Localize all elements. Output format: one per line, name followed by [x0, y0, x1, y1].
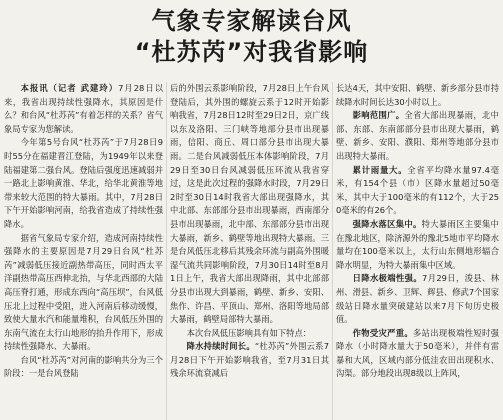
paragraph-text: 7月28日以来，我省出现持续性强降水，其原因是什么？和台风“杜苏芮”有着怎样的关系？省气象局专家为您解读。	[4, 83, 163, 134]
column-divider	[332, 82, 333, 420]
subheading: 强降水落区集中。	[352, 218, 422, 229]
article-paragraph	[336, 327, 499, 381]
byline: 本报讯（记者 武建玲）	[20, 83, 119, 93]
article-paragraph: 今年第5号台风“杜苏芮”于7月28日9时55分在福建晋江登陆，为1949年以来登陆福建第二强台风。登陆后强度迅速减弱并一路北上影响黄淮、华北，给华北黄淮等地带来较大范围的特大暴雨。其中，7月28日下午开始影响河南，给我省造成了持续性强降水。	[4, 137, 163, 229]
paragraph-text: 全省大部出现暴雨，北中部、东部、东南部部分县市出现大暴雨，鹤壁、新乡、安阳、濮阳、郑州等地部分县市出现特大暴雨。	[336, 110, 499, 161]
article-column-3	[336, 82, 499, 420]
headline-line-1: 气象专家解读台风	[151, 7, 352, 35]
article-paragraph: 本次台风低压影响具有如下特点：	[186, 327, 312, 338]
paragraph-text: 全省平均降水量97.4毫米，有154个县（市）区降水量超过50毫米，其中大于100毫米的有112个，大于250毫米的有26个。	[336, 164, 499, 216]
article-paragraph	[336, 272, 499, 326]
paragraph-text: 特大暴雨区主要集中在豫北地区，除济源外的豫北5地市平均降水量均在100毫米以上，太行山东侧地形辐合降水明显，为特大暴雨集中区域。	[336, 218, 499, 270]
paragraph-text: 多站出现极端性短时强降水（小时降水量大于50毫米），并伴有雷暴和大风，区域内部分低洼农田出现积水、沟渠。部分地段出现8级以上阵风，	[336, 327, 499, 379]
subheading: 作物受灾严重。	[352, 327, 414, 338]
article-paragraph	[336, 109, 499, 163]
paragraph-text: 7月29日，浚县、林州、滑县、新乡、卫辉、辉县、修武7个国家级站日降水量突破建站以来7月下旬历史极值。	[336, 273, 499, 325]
subheading: 累计雨量大。	[352, 164, 408, 175]
article-column-1	[4, 82, 163, 420]
article-paragraph: 据省气象局专家介绍，造成河南持续性强降水的主要原因是7月29日台风“杜苏芮”减弱低压接近副热带高压，同时西太平洋副热带高压西伸北抬，与华北西部的大陆高压脊打通，形成东西向“高压坝”，台风低压北上过程中受阻，进入河南后移动缓慢，致使大量水汽和能量堆积，台风低压外围的东南气流在太行山地形的抬升作用下，形成持续性强降水、大暴雨。	[4, 232, 163, 352]
article-lead-paragraph	[4, 82, 163, 136]
paragraph-text: “杜苏芮”外围云系7月28日下午开始影响我省，至7月31日其残余环流衰减后	[170, 341, 329, 379]
article-paragraph	[170, 340, 329, 381]
subheading: 日降水极端性强。	[352, 273, 423, 284]
subheading: 影响范围广。	[352, 110, 405, 121]
article-paragraph: 后的外围云系影响阶段，7月28日上午台风登陆后，其外围的螺旋云系于12时开始影响我省，7月28日12时至29日2日，京广线以东及洛阳、三门峡等地部分县市出现暴雨，信阳、商丘、周口部分县市出现大暴雨。二是台风减弱低压本体影响阶段，7月29日至30日台风减弱低压环流从我省穿过，这是此次过程的强降水时段，7月29日2时至30日14时我省大部出现强降水，其中北部、东部部分县市出现暴雨，西南部分县市出现暴雨，北中部、东部部分县市出现大暴雨，新乡、鹤壁等地出现特大暴雨。三是台风低压北移后其残余环流与副高外围暖湿气流共同影响阶段，7月30日14时至8月1日上午，我省大部出现降雨，其中北部部分县市出现大到暴雨，鹤壁、新乡、安阳、焦作、许昌、平顶山、郑州、洛阳等地局部大暴雨，鹤壁局部特大暴雨。	[170, 83, 329, 325]
article-paragraph	[336, 218, 499, 272]
article-paragraph: 长达4天，其中安阳、鹤壁、新乡部分县市持续降水时间长达30小时以上。	[336, 83, 499, 107]
article-paragraph	[336, 164, 499, 218]
article-column-2	[170, 82, 329, 420]
column-divider	[166, 82, 167, 420]
headline-line-2: “杜苏芮”对我省影响	[134, 38, 369, 66]
article-paragraph: 台风“杜苏芮”对河南的影响共分为三个阶段：一是台风登陆	[4, 354, 163, 379]
subheading: 降水持续时间长。	[186, 341, 255, 352]
